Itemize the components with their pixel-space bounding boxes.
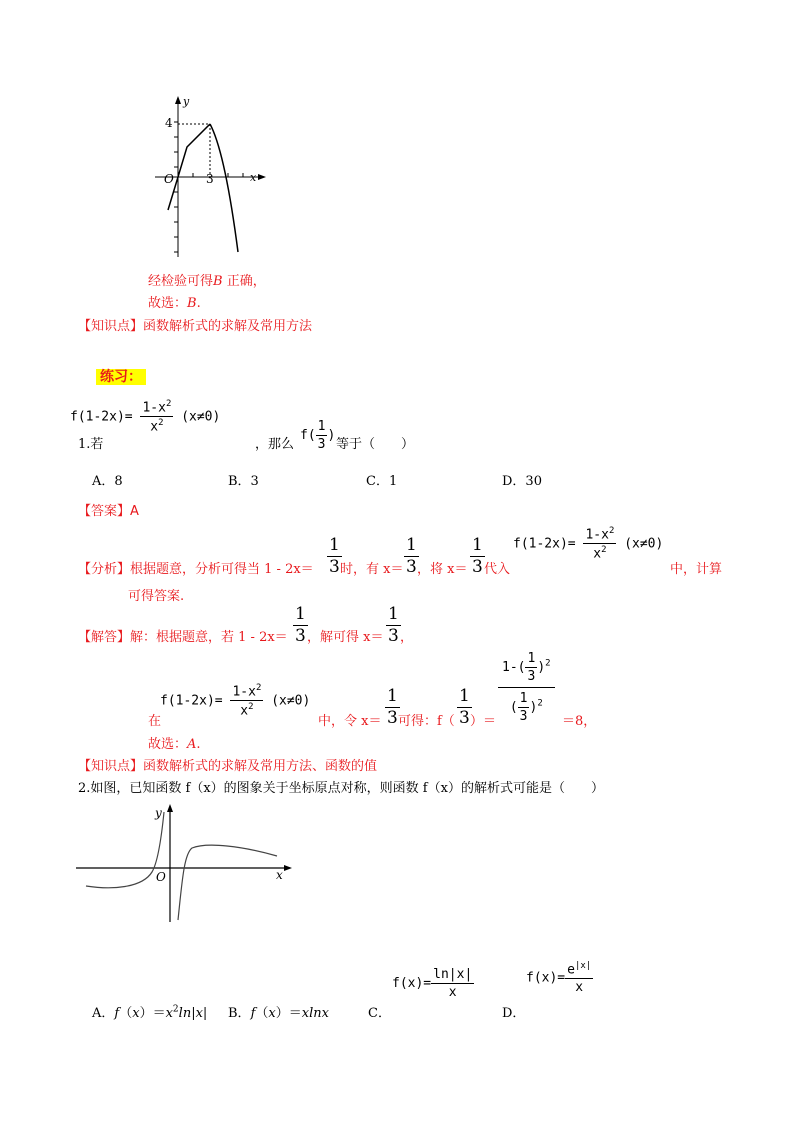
graph1-origin: O [164, 172, 174, 186]
check-line: 经检验可得B 正确， [148, 274, 266, 289]
q2-option-d: D． [502, 1006, 526, 1021]
q1-solution-2: ，解可得 x＝ [307, 630, 384, 645]
q1-sol-frac2: $\frac{1}{3}$ [459, 686, 470, 728]
q1-knowledge-point: 【知识点】函数解析式的求解及常用方法、函数的值 [78, 759, 378, 774]
q1-analysis-5: 中，计算 [670, 562, 723, 577]
graph1-y-label: y [183, 95, 190, 108]
graph2-x-label: x [276, 868, 283, 882]
q2-stem: 2.如图，已知函数 f（x）的图象关于坐标原点对称，则函数 f（x）的解析式可能是（ ） [78, 781, 604, 796]
q1-sol-frac1: $\frac{1}{3}$ [387, 686, 398, 728]
q1-analysis-formula: f(1-2x)= $\frac{1-x^2}{x^2}$ (x≠0) [513, 526, 664, 562]
q1-sol-in: 在 [148, 714, 162, 729]
q2-option-d-formula: f(x)= $\frac{e^{|x|}}{x}$ [526, 961, 592, 996]
q1-sol-close: ）＝ [470, 714, 497, 729]
q1-answer: 【答案】A [78, 504, 139, 519]
q1-analysis-2: 时，有 x＝ [340, 562, 404, 577]
q2-option-a: A．$f(x)=x^2\ln|x|$ [92, 1004, 208, 1021]
q1-solution: 【解答】解：根据题意，若 1 - 2x＝ [78, 630, 288, 645]
graph1-x-label: x [250, 171, 257, 184]
knowledge-point-1: 【知识点】函数解析式的求解及常用方法 [78, 319, 313, 334]
q1-analysis-frac2: $\frac{1}{3}$ [406, 535, 417, 577]
q1-then: ，那么 [255, 437, 295, 452]
graph2-y-label: y [155, 806, 162, 820]
q1-f-arg: f( $\frac{1}{3}$ ) [300, 419, 336, 452]
q1-analysis-4: 代入 [484, 562, 511, 577]
q1-analysis-3: ，将 x＝ [417, 562, 468, 577]
q1-option-a: A．8 [92, 474, 123, 489]
odd-function-graph [72, 802, 297, 927]
q1-analysis-frac1: $\frac{1}{3}$ [329, 535, 340, 577]
q1-formula: f(1-2x)= $\frac{1-x^2}{x^2}$ (x≠0) [70, 399, 221, 435]
q1-sol-get: 可得：f（ [398, 714, 455, 729]
q1-analysis-frac3: $\frac{1}{3}$ [472, 535, 483, 577]
q2-option-b: B．f（x）＝xlnx [228, 1006, 329, 1021]
q1-analysis: 【分析】根据题意，分析可得当 1 - 2x＝ [78, 562, 314, 577]
q1-option-d: D．30 [502, 474, 542, 489]
graph1-tick-3: 3 [206, 172, 214, 186]
q1-sol-result: ＝8， [562, 714, 597, 729]
q2-option-c-formula: f(x)= $\frac{\ln|x|}{x}$ [392, 967, 473, 1000]
q1-stem: 1.若 [78, 437, 104, 452]
q1-equals: 等于（ ） [336, 437, 415, 452]
q1-option-c: C．1 [366, 474, 398, 489]
graph2-origin: O [156, 870, 166, 884]
q1-solution-frac1: $\frac{1}{3}$ [295, 604, 306, 646]
q1-choose: 故选：A. [148, 737, 201, 752]
q1-solution-frac2: $\frac{1}{3}$ [388, 604, 399, 646]
graph1-tick-4: 4 [165, 116, 173, 130]
q2-option-c: C． [368, 1006, 391, 1021]
q1-option-b: B．3 [228, 474, 259, 489]
q1-sol-formula: f(1-2x)= $\frac{1-x^2}{x^2}$ (x≠0) [160, 683, 311, 719]
q1-analysis-6: 可得答案. [128, 589, 185, 604]
practice-label: 练习： [96, 366, 146, 386]
choose-line-1: 故选：B. [148, 296, 201, 311]
q1-sol-big-frac: 1-( $\frac{1}{3}$ )$^2$ ( $\frac{1}{3}$ )$^2$ [498, 652, 555, 723]
q1-sol-mid: 中，令 x＝ [318, 714, 382, 729]
q1-solution-3: ， [400, 630, 414, 645]
